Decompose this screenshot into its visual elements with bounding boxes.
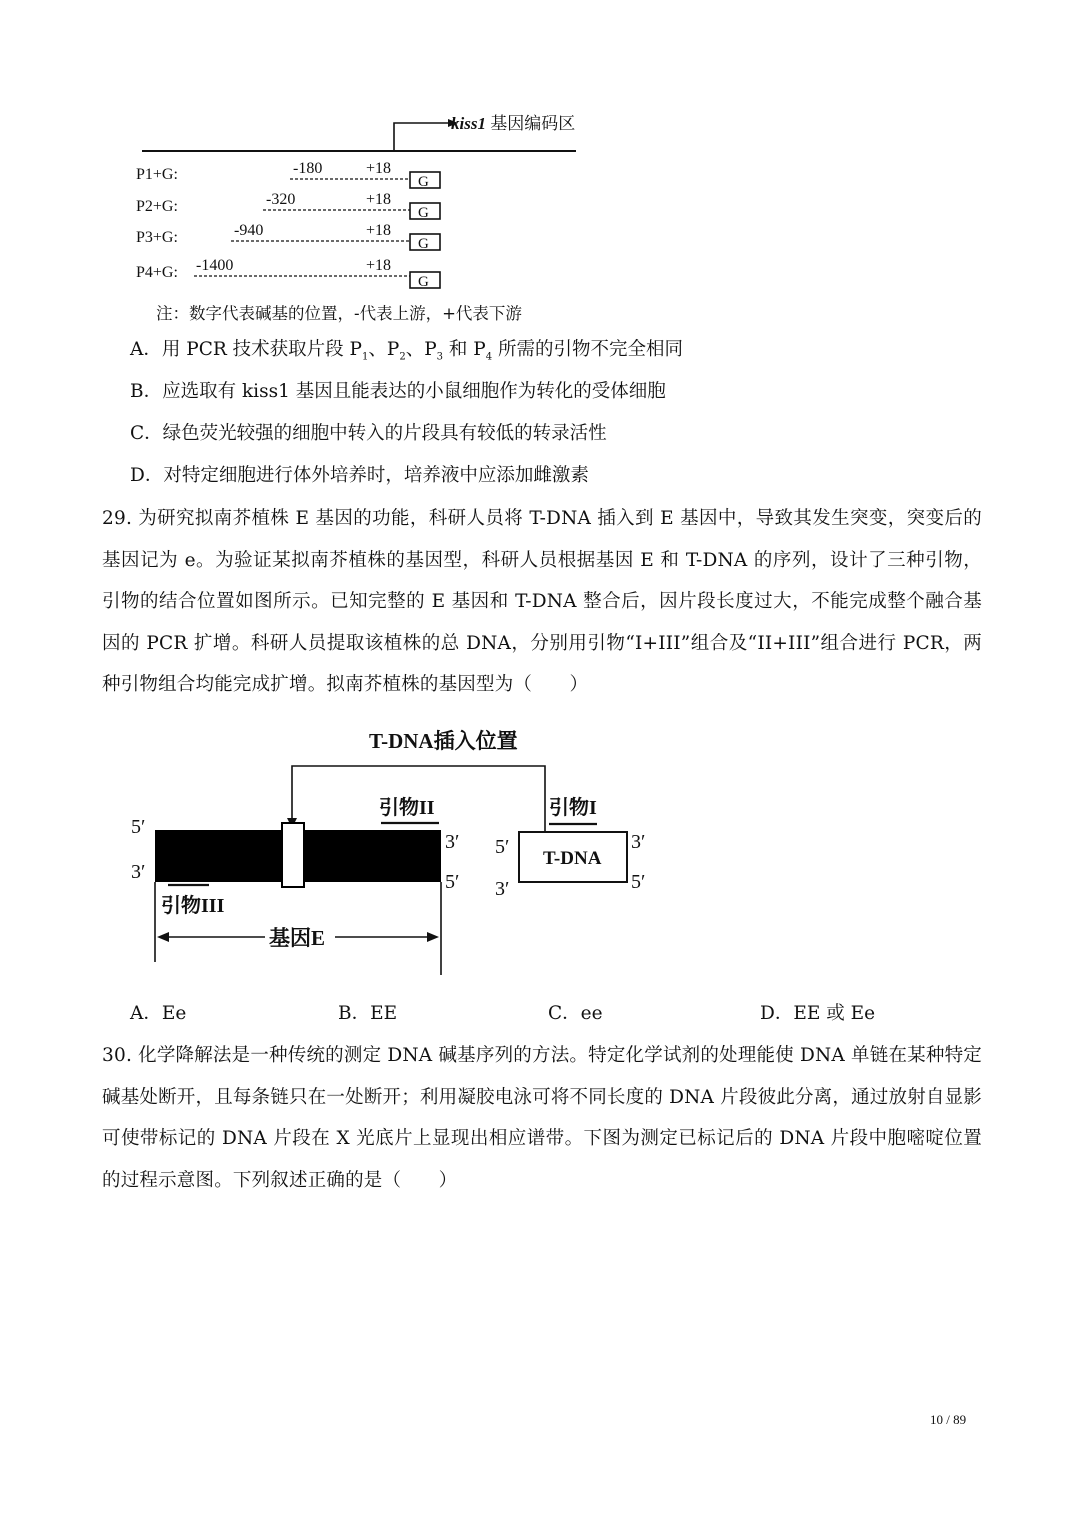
primer-iii-label: 引物III bbox=[161, 895, 225, 917]
gene-e-bottom-right-5prime: 5′ bbox=[445, 871, 460, 893]
upstream-position: -940 bbox=[234, 222, 264, 239]
tdna-bottom-left-3prime: 3′ bbox=[495, 878, 510, 900]
row-label: P1+G: bbox=[136, 166, 178, 183]
gene-e-bottom-left-3prime: 3′ bbox=[131, 861, 146, 883]
upstream-position: -320 bbox=[266, 191, 296, 208]
row-label: P3+G: bbox=[136, 229, 178, 246]
figure-note: 注：数字代表碱基的位置，-代表上游，+代表下游 bbox=[156, 304, 522, 323]
gfp-gene-label: G bbox=[418, 236, 429, 252]
gfp-gene-label: G bbox=[418, 174, 429, 190]
downstream-position: +18 bbox=[366, 191, 392, 208]
kiss1-fragment-figure bbox=[130, 100, 610, 300]
upstream-position: -180 bbox=[293, 160, 323, 177]
tdna-top-right-3prime: 3′ bbox=[631, 831, 646, 853]
q28-option-b: B．应选取有 kiss1 基因且能表达的小鼠细胞作为转化的受体细胞 bbox=[130, 381, 666, 402]
downstream-position: +18 bbox=[366, 257, 392, 274]
insertion-site-box bbox=[282, 823, 304, 887]
gfp-gene-label: G bbox=[418, 274, 429, 290]
q28-option-c: C．绿色荧光较强的细胞中转入的片段具有较低的转录活性 bbox=[130, 423, 607, 444]
tdna-top-left-5prime: 5′ bbox=[495, 836, 510, 858]
q30-stem: 30. 化学降解法是一种传统的测定 DNA 碱基序列的方法。特定化学试剂的处理能使 DNA 单链在某种特定碱基处断开，且每条链只在一处断开；利用凝胶电泳可将不同长度的 DNA 片段彼此分离，通过放射自显影可使带标记的 DNA 片段在 X 光底片上显现出相应谱带。下图为测定已标记后的 DNA 片段中胞嘧啶位置的过程示意图。下列叙述正确的是（ ） bbox=[102, 1045, 982, 1191]
gene-e-top-left-5prime: 5′ bbox=[131, 816, 146, 838]
tdna-insertion-figure bbox=[125, 720, 685, 985]
downstream-position: +18 bbox=[366, 160, 392, 177]
tdna-label: T-DNA bbox=[543, 848, 602, 869]
span-right-arrow-icon bbox=[427, 932, 439, 942]
row-label: P4+G: bbox=[136, 264, 178, 281]
primer-i-label: 引物I bbox=[549, 797, 597, 819]
svg-text:kiss1 基因编码区 bbox=[451, 114, 575, 133]
q29-option-a: A．Ee bbox=[130, 1003, 187, 1024]
tdna-bottom-right-5prime: 5′ bbox=[631, 871, 646, 893]
transcription-start-arrow bbox=[394, 123, 448, 151]
gene-region-label: 基因编码区 bbox=[485, 114, 576, 133]
gene-name-italic: kiss1 bbox=[451, 114, 486, 133]
q29-option-c: C．ee bbox=[548, 1003, 603, 1024]
downstream-position: +18 bbox=[366, 222, 392, 239]
q29-option-b: B．EE bbox=[338, 1003, 398, 1024]
q29-stem: 29. 为研究拟南芥植株 E 基因的功能，科研人员将 T-DNA 插入到 E 基因中，导致其发生突变，突变后的基因记为 e。为验证某拟南芥植株的基因型，科研人员根据基因 E 和 T-DNA 的序列，设计了三种引物，引物的结合位置如图所示。已知完整的 E 基因和 T-DNA 整合后，因片段长度过大，不能完成整个融合基因的 PCR 扩增。科研人员提取该植株的总 DNA，分别用引物“I+III”组合及“II+III”组合进行 PCR，两种引物组合均能完成扩增。拟南芥植株的基因型为（ ） bbox=[102, 508, 982, 695]
q28-option-a: A．用 PCR 技术获取片段 $P_1$、$P_2$、$P_3$ 和 $P_4$ 所需的引物不完全相同 bbox=[130, 339, 683, 363]
q28-option-d: D．对特定细胞进行体外培养时，培养液中应添加雌激素 bbox=[130, 465, 589, 486]
gene-e-top-right-3prime: 3′ bbox=[445, 831, 460, 853]
upstream-position: -1400 bbox=[196, 257, 234, 274]
span-left-arrow-icon bbox=[157, 932, 169, 942]
insert-title: T-DNA插入位置 bbox=[369, 729, 518, 753]
gene-e-label: 基因E bbox=[269, 926, 326, 950]
row-label: P2+G: bbox=[136, 198, 178, 215]
q29-option-d: D．EE 或 Ee bbox=[760, 1003, 876, 1024]
gfp-gene-label: G bbox=[418, 205, 429, 221]
primer-ii-label: 引物II bbox=[379, 797, 435, 819]
page-number: 10 / 89 bbox=[930, 1412, 967, 1427]
